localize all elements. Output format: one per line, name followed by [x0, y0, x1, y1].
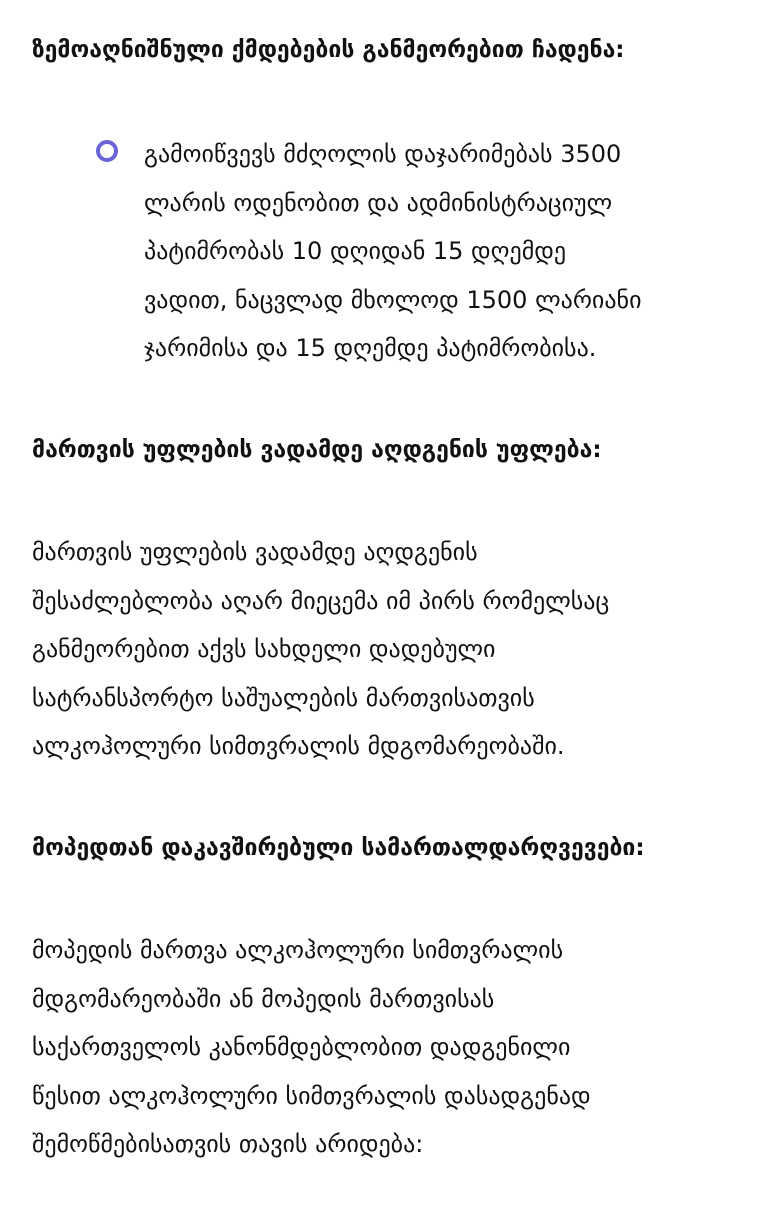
bullet-line: გამოიწვევს მძღოლის დაჯარიმებას 3500 — [144, 140, 622, 168]
paragraph-early-restoration — [32, 528, 609, 771]
paragraph-line: მდგომარეობაში ან მოპედის მართვისას — [32, 984, 495, 1013]
paragraph-line: მართვის უფლების ვადამდე აღდგენის — [32, 538, 478, 566]
section-heading-repeat-offense: ზემოაღნიშნული ქმდებების განმეორებით ჩადენა: — [32, 37, 625, 63]
paragraph-line: საქართველოს კანონმდებლობით დადგენილი — [32, 1033, 571, 1061]
paragraph-moped-offenses — [32, 926, 591, 1169]
paragraph-line: განმეორებით აქვს სახდელი დადებული — [32, 635, 496, 663]
paragraph-line: შემოწმებისათვის თავის არიდება: — [32, 1130, 424, 1158]
paragraph-line: შესაძლებლობა აღარ მიეცემა იმ პირს რომელსაც — [32, 586, 610, 615]
bullet-line: ვადით, ნაცვლად მხოლოდ 1500 ლარიანი — [144, 285, 642, 314]
bullet-list-item — [32, 130, 758, 373]
bullet-line: პატიმრობას 10 დღიდან 15 დღემდე — [144, 237, 567, 265]
paragraph-line: მოპედის მართვა ალკოჰოლური სიმთვრალის — [32, 936, 564, 964]
bullet-line: ჯარიმისა და 15 დღემდე პატიმრობისა. — [144, 334, 597, 362]
paragraph-line: წესით ალკოჰოლური სიმთვრალის დასადგენად — [32, 1081, 591, 1110]
section-heading-moped-offenses: მოპედთან დაკავშირებული სამართალდარღვევები: — [32, 835, 645, 861]
paragraph-line: ალკოჰოლური სიმთვრალის მდგომარეობაში. — [32, 732, 565, 760]
section-heading-early-restoration: მართვის უფლების ვადამდე აღდგენის უფლება: — [32, 437, 602, 463]
circle-bullet-icon — [96, 140, 118, 162]
paragraph-line: სატრანსპორტო საშუალების მართვისათვის — [32, 683, 535, 712]
bullet-line: ლარის ოდენობით და ადმინისტრაციულ — [144, 188, 613, 217]
